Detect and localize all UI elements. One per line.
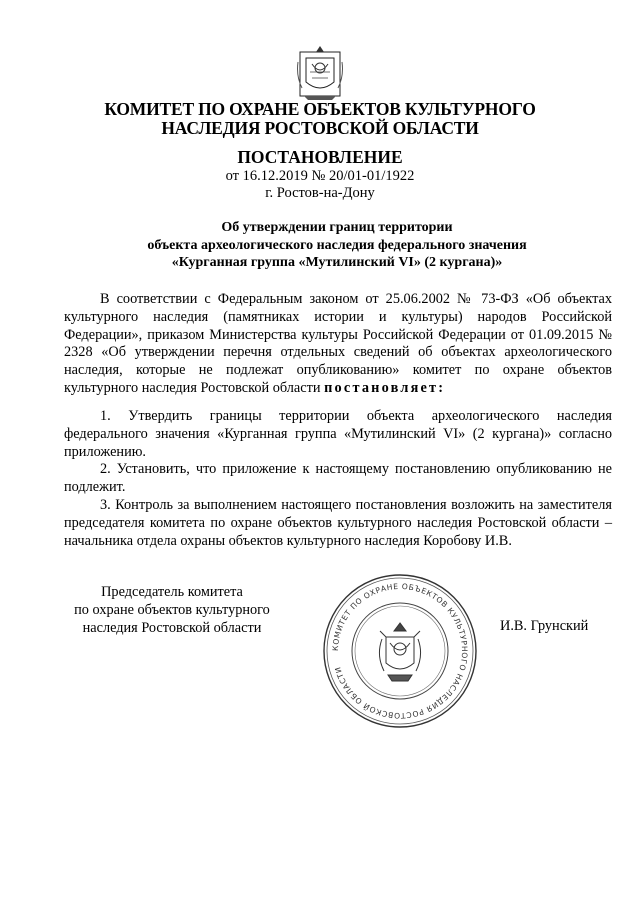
resolves-word: постановляет: bbox=[324, 379, 446, 396]
coat-of-arms-icon bbox=[296, 42, 344, 102]
document-type: ПОСТАНОВЛЕНИЕ bbox=[237, 147, 403, 167]
stamp-text: КОМИТЕТ ПО ОХРАНЕ ОБЪЕКТОВ КУЛЬТУРНОГО НАСЛЕДИЯ РОСТОВСКОЙ ОБЛАСТИ bbox=[330, 581, 470, 721]
document-number: от 16.12.2019 № 20/01-01/1922 bbox=[225, 168, 415, 184]
signatory-name: И.В. Грунский bbox=[500, 618, 589, 634]
organization-name bbox=[60, 100, 580, 138]
document-subject bbox=[100, 219, 574, 272]
position-line-3: наследия Ростовской области bbox=[82, 620, 262, 636]
resolution-item-2: 2. Установить, что приложение к настоящему постановлению опубликованию не подлежит. bbox=[64, 461, 612, 496]
preamble-text: В соответствии с Федеральным законом от 25.06.2002 № 73-ФЗ «Об объектах культурного наследия (памятниках истории и культуры) народов Российской Федерации», приказом Министерства культуры Российской Федерации от 01.09.2015 № 2328 «Об утверждении перечня отдельных сведений об объектах археологического наследия, которые не подлежат опубликованию» комитет по охране объектов культурного наследия Ростовской области bbox=[64, 291, 612, 396]
resolution-items bbox=[64, 408, 612, 550]
org-line-1: КОМИТЕТ ПО ОХРАНЕ ОБЪЕКТОВ КУЛЬТУРНОГО bbox=[104, 99, 536, 119]
official-stamp-icon bbox=[320, 571, 480, 731]
subject-line-3: «Курганная группа «Мутилинский VI» (2 кургана)» bbox=[171, 255, 503, 270]
position-line-1: Председатель комитета bbox=[101, 584, 243, 600]
preamble-paragraph bbox=[64, 291, 612, 398]
resolution-item-1: 1. Утвердить границы территории объекта археологического наследия федерального значения «Курганная группа «Мутилинский VI» (2 кургана)» согласно приложению. bbox=[64, 408, 612, 460]
signatory-position bbox=[60, 583, 284, 637]
document-number-block bbox=[60, 168, 580, 202]
subject-line-1: Об утверждении границ территории bbox=[221, 220, 453, 235]
position-line-2: по охране объектов культурного bbox=[74, 602, 270, 618]
subject-line-2: объекта археологического наследия федерального значения bbox=[147, 237, 527, 253]
org-line-2: НАСЛЕДИЯ РОСТОВСКОЙ ОБЛАСТИ bbox=[161, 118, 479, 138]
document-city: г. Ростов-на-Дону bbox=[265, 185, 375, 201]
resolution-item-3: 3. Контроль за выполнением настоящего постановления возложить на заместителя председателя комитета по охране объектов культурного наследия Ростовской области – начальника отдела охраны объектов культурного наследия Коробову И.В. bbox=[64, 496, 612, 549]
